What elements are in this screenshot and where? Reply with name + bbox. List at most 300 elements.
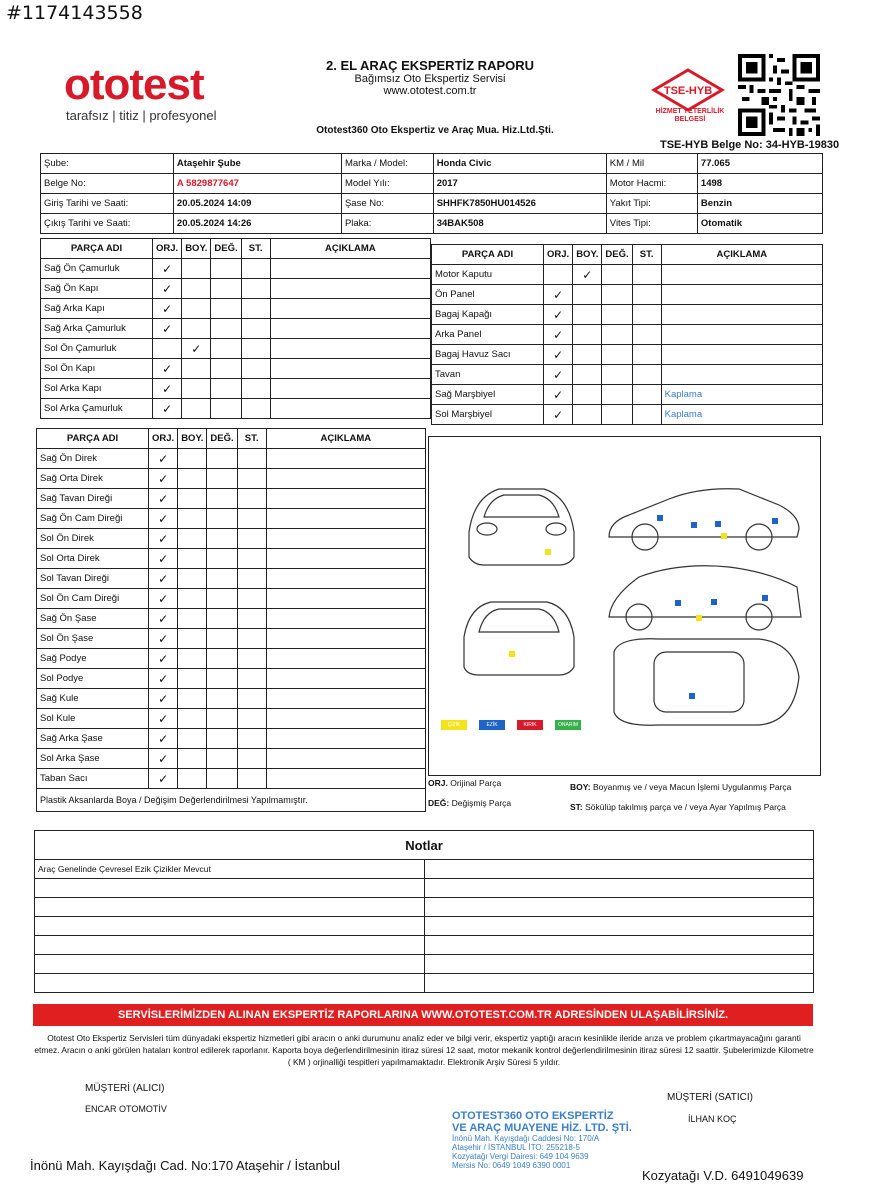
- info-label: Yakıt Tipi:: [606, 194, 697, 214]
- cell-boy: [178, 449, 207, 469]
- abbr-st-text: Sökülüp takılmış parça ve / veya Ayar Yapılmış Parça: [585, 802, 786, 812]
- notes-cell: [424, 898, 814, 917]
- part-row: [37, 769, 426, 789]
- abbr-deg: [428, 798, 511, 808]
- cell-orj: ✓: [544, 325, 573, 345]
- cell-boy: [573, 405, 602, 425]
- part-name: Sağ Orta Direk: [37, 469, 149, 489]
- part-row: [432, 345, 823, 365]
- notes-cell: [35, 974, 425, 993]
- part-description: [661, 345, 822, 365]
- part-description: [266, 729, 425, 749]
- col-part: PARÇA ADI: [37, 429, 149, 449]
- cell-orj: ✓: [544, 385, 573, 405]
- cell-orj: ✓: [153, 379, 182, 399]
- disclaimer: Ototest Oto Ekspertiz Servisleri tüm dünyadaki ekspertiz hizmetleri gibi aracın o anki durumunu analiz eder ve bilgi verir, ekspertiz yaptığı aracın kesinlikle ileride arıza ve problem çıkartmayacağını garanti etmez. Aracın o anki görülen hataları kontrol edilerek raporlanır. Kaporta boya değerlendirilmesinin itiraz süresi 12 saat, motor mekanik kontrol değerlendirilmesinin itiraz süresi 12 saattir. Şubelerimizde Kilometre ( KM ) orjinalliği tespitleri yapılmamaktadır. Elektronik Arşiv Süresi 5 yıldır.: [34, 1033, 814, 1067]
- cell-st: [237, 469, 266, 489]
- cell-deg: [207, 749, 237, 769]
- part-name: Sağ Ön Çamurluk: [41, 259, 153, 279]
- tse-belge-no: TSE-HYB Belge No: 34-HYB-19830: [660, 139, 840, 151]
- cell-boy: [178, 669, 207, 689]
- cell-deg: [211, 299, 241, 319]
- cell-orj: ✓: [149, 769, 178, 789]
- col-boy: BOY.: [182, 239, 211, 259]
- notes-row: [35, 879, 814, 898]
- cell-boy: [178, 769, 207, 789]
- info-label: Şube:: [41, 154, 174, 174]
- info-label: Giriş Tarihi ve Saati:: [41, 194, 174, 214]
- part-row: [41, 399, 431, 419]
- cell-boy: [178, 589, 207, 609]
- part-row: [41, 339, 431, 359]
- part-row: [432, 385, 823, 405]
- cell-deg: [207, 469, 237, 489]
- cell-orj: ✓: [149, 529, 178, 549]
- part-row: [41, 299, 431, 319]
- cell-deg: [602, 385, 632, 405]
- cell-boy: [178, 629, 207, 649]
- cell-orj: ✓: [149, 549, 178, 569]
- cell-st: [632, 325, 661, 345]
- buyer-name: ENCAR OTOMOTİV: [85, 1104, 167, 1114]
- part-description: [266, 509, 425, 529]
- cell-st: [237, 729, 266, 749]
- report-title: 2. EL ARAÇ EKSPERTİZ RAPORU: [325, 58, 535, 73]
- cell-boy: [178, 689, 207, 709]
- part-row: [37, 449, 426, 469]
- cell-boy: [573, 305, 602, 325]
- info-label: Belge No:: [41, 174, 174, 194]
- cell-boy: [182, 279, 211, 299]
- cell-boy: [178, 569, 207, 589]
- cell-st: [632, 385, 661, 405]
- parts-table-hood-roof: [431, 244, 823, 425]
- cell-deg: [207, 629, 237, 649]
- cell-st: [241, 359, 270, 379]
- cell-st: [632, 265, 661, 285]
- notes-row: [35, 955, 814, 974]
- part-name: Sağ Arka Çamurluk: [41, 319, 153, 339]
- website-banner: SERVİSLERİMİZDEN ALINAN EKSPERTİZ RAPORLARINA WWW.OTOTEST.COM.TR ADRESİNDEN ULAŞABİLİRSİNİZ.: [33, 1004, 813, 1026]
- abbr-deg-key: DEĞ:: [428, 798, 450, 808]
- notes-cell: Araç Genelinde Çevresel Ezik Çizikler Mevcut: [35, 860, 425, 879]
- part-row: [37, 509, 426, 529]
- part-row: [37, 629, 426, 649]
- part-name: Arka Panel: [432, 325, 544, 345]
- info-value: 1498: [697, 174, 822, 194]
- legend-broken-label: KIRIK: [523, 722, 537, 728]
- seller-label: MÜŞTERİ (SATICI): [667, 1092, 753, 1103]
- notes-cell: [424, 936, 814, 955]
- part-row: [37, 729, 426, 749]
- info-value: 2017: [433, 174, 606, 194]
- cell-st: [241, 319, 270, 339]
- info-label: Motor Hacmi:: [606, 174, 697, 194]
- cell-boy: [178, 609, 207, 629]
- part-name: Sol Ön Çamurluk: [41, 339, 153, 359]
- cell-st: [632, 345, 661, 365]
- part-row: [37, 489, 426, 509]
- part-description: [266, 589, 425, 609]
- cell-boy: [182, 319, 211, 339]
- cell-boy: [178, 549, 207, 569]
- tse-badge-text: TSE-HYB: [663, 85, 713, 97]
- vehicle-info-table: [40, 153, 823, 234]
- legend-repair: [555, 720, 581, 730]
- part-name: Sol Marşbiyel: [432, 405, 544, 425]
- cell-orj: ✓: [153, 259, 182, 279]
- part-row: [432, 405, 823, 425]
- part-name: Sol Orta Direk: [37, 549, 149, 569]
- cell-boy: [178, 469, 207, 489]
- report-title-block: [300, 58, 560, 97]
- cell-deg: [602, 265, 632, 285]
- part-description: [270, 279, 430, 299]
- part-description: [661, 285, 822, 305]
- cell-deg: [207, 449, 237, 469]
- cell-st: [241, 259, 270, 279]
- info-value: 77.065: [697, 154, 822, 174]
- part-description: [266, 469, 425, 489]
- notes-cell: [35, 936, 425, 955]
- cell-boy: [573, 365, 602, 385]
- part-description: [266, 629, 425, 649]
- part-row: [432, 325, 823, 345]
- part-row: [37, 469, 426, 489]
- cell-deg: [207, 509, 237, 529]
- part-description: Kaplama: [661, 405, 822, 425]
- cell-deg: [602, 285, 632, 305]
- part-description: [266, 489, 425, 509]
- part-name: Sağ Arka Şase: [37, 729, 149, 749]
- part-description: [266, 689, 425, 709]
- part-row: [37, 649, 426, 669]
- cell-orj: ✓: [544, 405, 573, 425]
- part-description: [270, 359, 430, 379]
- cell-deg: [211, 399, 241, 419]
- part-name: Sol Arka Kapı: [41, 379, 153, 399]
- part-row: [432, 365, 823, 385]
- cell-orj: ✓: [149, 729, 178, 749]
- info-value: 20.05.2024 14:09: [173, 194, 341, 214]
- part-name: Sağ Arka Kapı: [41, 299, 153, 319]
- info-row: [41, 214, 823, 234]
- notes-cell: [424, 974, 814, 993]
- part-row: [37, 549, 426, 569]
- cell-st: [241, 399, 270, 419]
- cell-deg: [207, 549, 237, 569]
- cell-deg: [207, 569, 237, 589]
- notes-cell: [424, 917, 814, 936]
- cell-st: [241, 299, 270, 319]
- part-name: Sağ Marşbiyel: [432, 385, 544, 405]
- stamp-line: Mersis No: 0649 1049 6390 0001: [452, 1161, 571, 1170]
- col-part: PARÇA ADI: [41, 239, 153, 259]
- part-description: [266, 669, 425, 689]
- cell-st: [241, 279, 270, 299]
- cell-boy: [178, 709, 207, 729]
- cell-boy: ✓: [573, 265, 602, 285]
- info-row: [41, 154, 823, 174]
- part-row: [41, 259, 431, 279]
- diagram-legend: [441, 713, 593, 731]
- company-name: Ototest360 Oto Ekspertiz ve Araç Mua. Hiz.Ltd.Şti.: [316, 125, 554, 136]
- cell-st: [237, 589, 266, 609]
- part-description: [266, 529, 425, 549]
- part-name: Sol Arka Çamurluk: [41, 399, 153, 419]
- abbr-st: [570, 802, 786, 812]
- cell-orj: ✓: [149, 749, 178, 769]
- info-label: Marka / Model:: [341, 154, 433, 174]
- info-label: Plaka:: [341, 214, 433, 234]
- report-subtitle: Bağımsız Oto Ekspertiz Servisi: [354, 73, 506, 85]
- col-st: ST.: [241, 239, 270, 259]
- cell-st: [237, 489, 266, 509]
- cell-st: [237, 509, 266, 529]
- col-part: PARÇA ADI: [432, 245, 544, 265]
- cell-boy: [178, 529, 207, 549]
- notes-cell: [424, 955, 814, 974]
- cell-deg: [207, 709, 237, 729]
- website: www.ototest.com.tr: [383, 85, 477, 97]
- part-name: Sağ Ön Direk: [37, 449, 149, 469]
- notes-cell: [35, 917, 425, 936]
- abbr-orj-text: Orijinal Parça: [450, 778, 502, 788]
- info-value: 20.05.2024 14:26: [173, 214, 341, 234]
- col-st: ST.: [237, 429, 266, 449]
- cell-deg: [211, 339, 241, 359]
- info-value: 34BAK508: [433, 214, 606, 234]
- part-description: [266, 709, 425, 729]
- part-name: Tavan: [432, 365, 544, 385]
- stamp-line: İnönü Mah. Kayışdağı Caddesi No: 170/A: [452, 1134, 600, 1143]
- col-st: ST.: [632, 245, 661, 265]
- part-name: Sağ Kule: [37, 689, 149, 709]
- notes-cell: [35, 879, 425, 898]
- part-row: [41, 319, 431, 339]
- buyer-label: MÜŞTERİ (ALICI): [85, 1083, 165, 1094]
- cell-boy: [178, 509, 207, 529]
- part-name: Sol Kule: [37, 709, 149, 729]
- part-name: Taban Sacı: [37, 769, 149, 789]
- part-row: [37, 749, 426, 769]
- cell-orj: ✓: [149, 649, 178, 669]
- part-name: Sağ Podye: [37, 649, 149, 669]
- cell-deg: [602, 365, 632, 385]
- legend-dent-label: EZİK: [486, 722, 498, 728]
- cell-deg: [602, 405, 632, 425]
- part-row: [41, 379, 431, 399]
- cell-st: [632, 365, 661, 385]
- part-description: [266, 569, 425, 589]
- notes-cell: [424, 879, 814, 898]
- cell-deg: [602, 305, 632, 325]
- info-value: Benzin: [697, 194, 822, 214]
- cell-st: [632, 285, 661, 305]
- cell-st: [237, 749, 266, 769]
- cell-deg: [602, 325, 632, 345]
- cell-deg: [211, 379, 241, 399]
- info-value: Ataşehir Şube: [173, 154, 341, 174]
- abbr-boy-key: BOY:: [570, 782, 591, 792]
- part-description: [661, 305, 822, 325]
- cell-deg: [207, 489, 237, 509]
- company-stamp: [452, 1110, 642, 1170]
- stamp-line: OTOTEST360 OTO EKSPERTİZ: [452, 1110, 614, 1122]
- cell-orj: [153, 339, 182, 359]
- col-boy: BOY.: [573, 245, 602, 265]
- cell-orj: [544, 265, 573, 285]
- col-orj: ORJ.: [153, 239, 182, 259]
- part-name: Sol Ön Kapı: [41, 359, 153, 379]
- cell-deg: [602, 345, 632, 365]
- part-row: [432, 265, 823, 285]
- cell-orj: ✓: [153, 279, 182, 299]
- info-value: A 5829877647: [173, 174, 341, 194]
- stamp-line: Kozyatağı Vergi Dairesi: 649 104 9639: [452, 1152, 589, 1161]
- cell-orj: ✓: [149, 689, 178, 709]
- cell-deg: [207, 689, 237, 709]
- parts-table-body-right-left: [40, 238, 431, 419]
- cell-st: [237, 669, 266, 689]
- qr-code-icon: [738, 54, 820, 136]
- col-orj: ORJ.: [544, 245, 573, 265]
- cell-boy: [573, 345, 602, 365]
- cell-orj: ✓: [544, 345, 573, 365]
- cell-orj: ✓: [544, 285, 573, 305]
- cell-deg: [211, 359, 241, 379]
- part-description: [266, 609, 425, 629]
- part-name: Sağ Tavan Direği: [37, 489, 149, 509]
- cell-st: [237, 609, 266, 629]
- cell-st: [632, 305, 661, 325]
- cell-orj: ✓: [153, 319, 182, 339]
- legend-scratch-label: ÇİZİK: [447, 722, 461, 728]
- tax-office: Kozyatağı V.D. 6491049639: [642, 1168, 804, 1183]
- cell-st: [237, 449, 266, 469]
- part-name: Sağ Ön Kapı: [41, 279, 153, 299]
- col-boy: BOY.: [178, 429, 207, 449]
- info-label: KM / Mil: [606, 154, 697, 174]
- part-row: [37, 709, 426, 729]
- col-desc: AÇIKLAMA: [266, 429, 425, 449]
- cell-deg: [207, 609, 237, 629]
- info-label: Model Yılı:: [341, 174, 433, 194]
- part-description: [270, 399, 430, 419]
- cell-boy: [182, 359, 211, 379]
- stamp-line: VE ARAÇ MUAYENE HİZ. LTD. ŞTİ.: [452, 1122, 632, 1134]
- info-label: Şase No:: [341, 194, 433, 214]
- cell-boy: [182, 379, 211, 399]
- notes-row: [35, 936, 814, 955]
- ototest-logo: ototest: [64, 60, 204, 109]
- cell-orj: ✓: [149, 709, 178, 729]
- cell-deg: [207, 529, 237, 549]
- part-description: [270, 319, 430, 339]
- part-name: Motor Kaputu: [432, 265, 544, 285]
- cell-boy: [573, 325, 602, 345]
- cell-deg: [211, 319, 241, 339]
- tagline: tarafsız | titiz | profesyonel: [66, 108, 217, 123]
- info-label: Vites Tipi:: [606, 214, 697, 234]
- cell-st: [237, 569, 266, 589]
- cell-boy: [573, 385, 602, 405]
- legend-scratch: [441, 720, 467, 730]
- cell-orj: ✓: [544, 305, 573, 325]
- legend-broken: [517, 720, 543, 730]
- notes-row: [35, 898, 814, 917]
- part-name: Bagaj Havuz Sacı: [432, 345, 544, 365]
- part-description: [270, 299, 430, 319]
- notes-table: [34, 830, 814, 993]
- abbr-boy: [570, 782, 791, 792]
- cell-boy: [178, 489, 207, 509]
- col-desc: AÇIKLAMA: [270, 239, 430, 259]
- cell-boy: ✓: [182, 339, 211, 359]
- address: İnönü Mah. Kayışdağı Cad. No:170 Ataşehir / İstanbul: [30, 1158, 341, 1173]
- abbr-orj-key: ORJ.: [428, 778, 448, 788]
- part-row: [432, 305, 823, 325]
- part-row: [37, 589, 426, 609]
- part-description: Kaplama: [661, 385, 822, 405]
- cell-boy: [182, 259, 211, 279]
- listing-id: #1174143558: [6, 2, 143, 24]
- cell-orj: ✓: [149, 589, 178, 609]
- info-row: [41, 174, 823, 194]
- cell-boy: [573, 285, 602, 305]
- info-value: Honda Civic: [433, 154, 606, 174]
- legend-repair-label: ONARIM: [558, 722, 578, 728]
- abbr-boy-text: Boyanmış ve / veya Macun İşlemi Uygulanmış Parça: [593, 782, 792, 792]
- cell-st: [237, 529, 266, 549]
- part-name: Sol Ön Cam Direği: [37, 589, 149, 609]
- cell-deg: [207, 589, 237, 609]
- cell-st: [632, 405, 661, 425]
- part-description: [266, 749, 425, 769]
- cell-st: [241, 339, 270, 359]
- part-description: [266, 549, 425, 569]
- abbr-st-key: ST:: [570, 802, 583, 812]
- cell-st: [237, 709, 266, 729]
- abbr-deg-text: Değişmiş Parça: [451, 798, 512, 808]
- tse-subtitle: HİZMET YETERLİLİK BELGESİ: [655, 108, 725, 123]
- notes-cell: [35, 898, 425, 917]
- stamp-line: Ataşehir / İSTANBUL İTO: 255218-5: [452, 1143, 580, 1152]
- cell-st: [237, 769, 266, 789]
- part-name: Sol Tavan Direği: [37, 569, 149, 589]
- part-name: Sol Arka Şase: [37, 749, 149, 769]
- cell-orj: ✓: [149, 609, 178, 629]
- cell-orj: ✓: [149, 669, 178, 689]
- seller-name: İLHAN KOÇ: [688, 1114, 737, 1124]
- part-name: Sol Podye: [37, 669, 149, 689]
- part-row: [37, 669, 426, 689]
- cell-boy: [182, 399, 211, 419]
- cell-st: [237, 629, 266, 649]
- cell-orj: ✓: [149, 489, 178, 509]
- part-name: Ön Panel: [432, 285, 544, 305]
- part-description: [266, 449, 425, 469]
- cell-boy: [178, 729, 207, 749]
- cell-orj: ✓: [544, 365, 573, 385]
- part-description: [270, 259, 430, 279]
- cell-orj: ✓: [153, 399, 182, 419]
- cell-boy: [182, 299, 211, 319]
- info-value: SHHFK7850HU014526: [433, 194, 606, 214]
- col-desc: AÇIKLAMA: [661, 245, 822, 265]
- col-deg: DEĞ.: [207, 429, 237, 449]
- notes-title: Notlar: [35, 831, 814, 860]
